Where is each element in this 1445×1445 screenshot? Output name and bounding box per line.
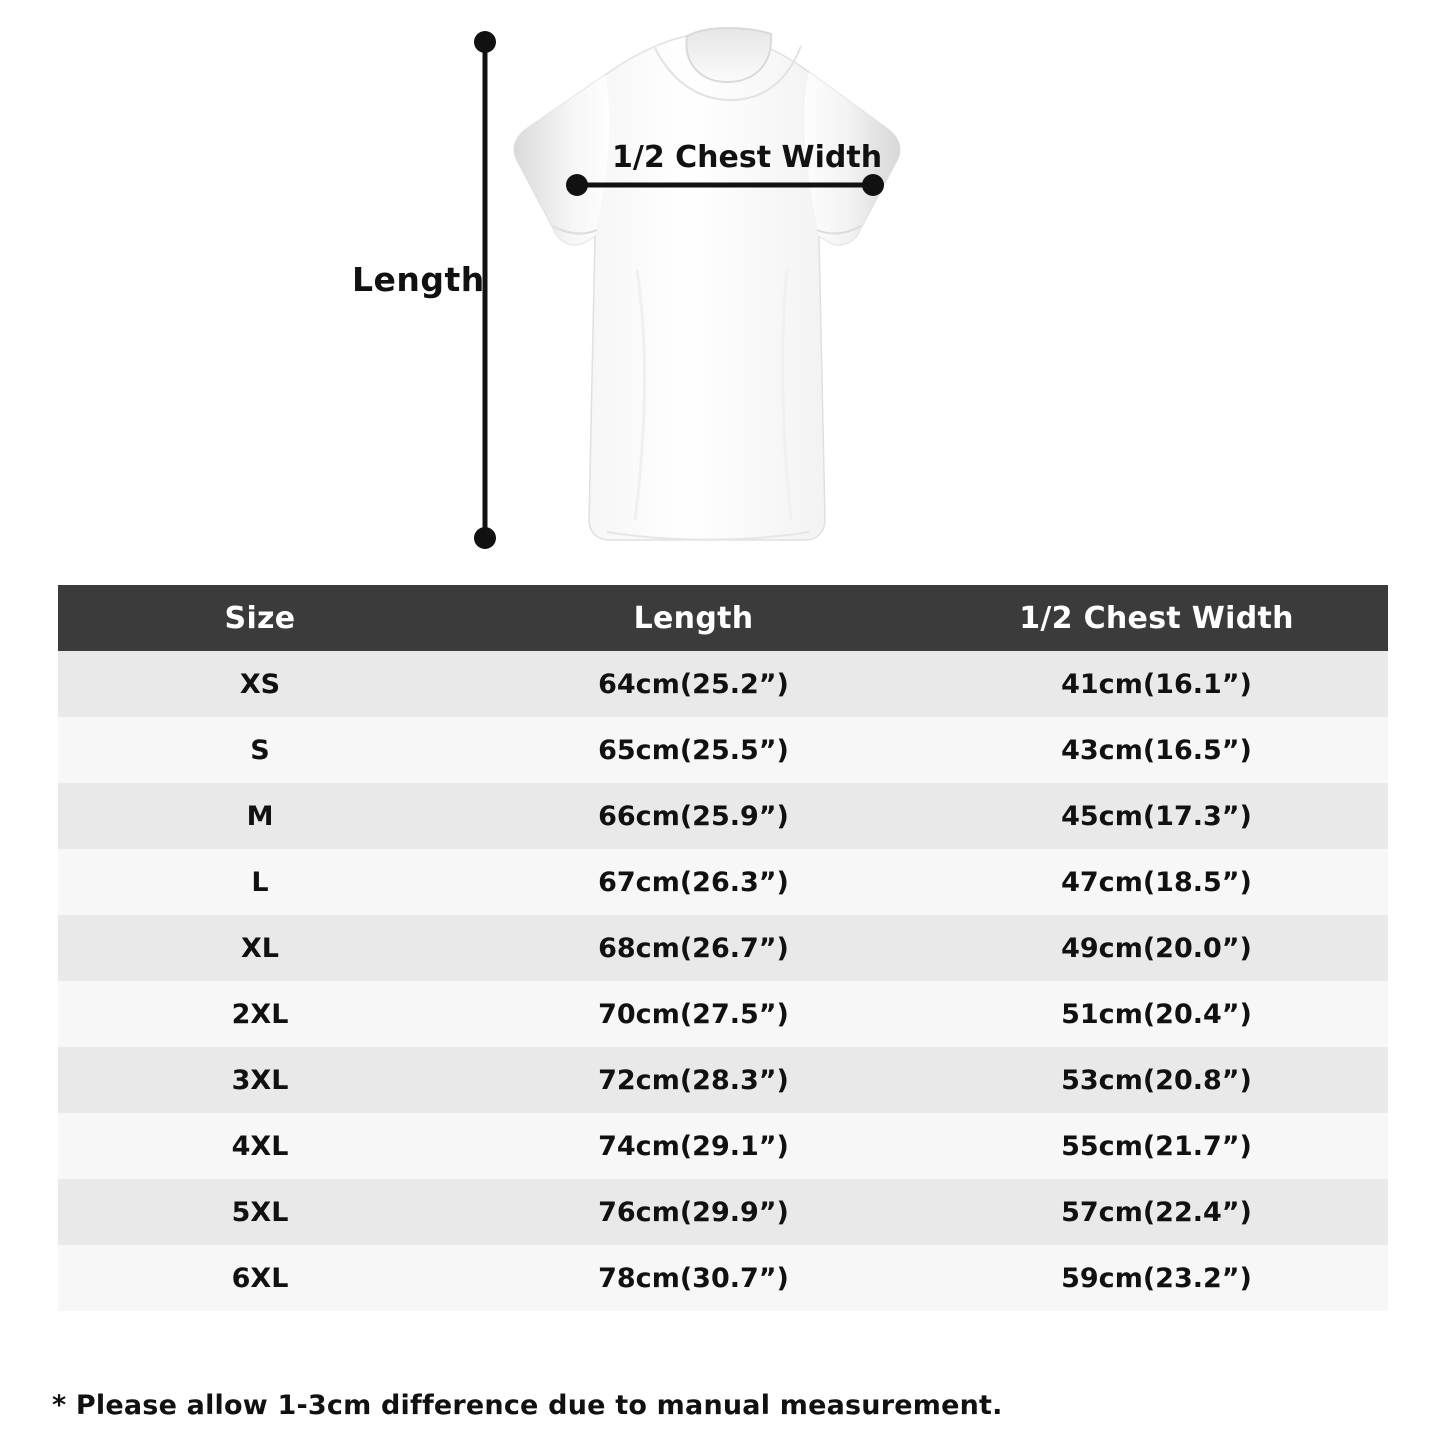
cell-length: 68cm(26.7”): [462, 915, 925, 981]
cell-length: 70cm(27.5”): [462, 981, 925, 1047]
measurement-footnote: * Please allow 1-3cm difference due to manual measurement.: [52, 1390, 1003, 1421]
cell-chest: 57cm(22.4”): [925, 1179, 1388, 1245]
cell-chest: 41cm(16.1”): [925, 651, 1388, 717]
cell-chest: 53cm(20.8”): [925, 1047, 1388, 1113]
table-row: [58, 1113, 1388, 1179]
table-header: [58, 585, 1388, 651]
table-row: [58, 981, 1388, 1047]
column-header-size: Size: [58, 585, 462, 651]
table-body: [58, 651, 1388, 1311]
cell-size: XL: [58, 915, 462, 981]
cell-size: 5XL: [58, 1179, 462, 1245]
cell-size: 3XL: [58, 1047, 462, 1113]
cell-length: 65cm(25.5”): [462, 717, 925, 783]
cell-size: L: [58, 849, 462, 915]
cell-chest: 51cm(20.4”): [925, 981, 1388, 1047]
cell-size: S: [58, 717, 462, 783]
cell-length: 74cm(29.1”): [462, 1113, 925, 1179]
cell-length: 64cm(25.2”): [462, 651, 925, 717]
cell-size: 6XL: [58, 1245, 462, 1311]
table-row: [58, 783, 1388, 849]
cell-length: 66cm(25.9”): [462, 783, 925, 849]
column-header-length: Length: [462, 585, 925, 651]
table-row: [58, 717, 1388, 783]
column-header-chest: 1/2 Chest Width: [925, 585, 1388, 651]
table-row: [58, 651, 1388, 717]
table-row: [58, 1047, 1388, 1113]
cell-length: 72cm(28.3”): [462, 1047, 925, 1113]
length-label: Length: [352, 260, 485, 299]
cell-chest: 55cm(21.7”): [925, 1113, 1388, 1179]
cell-chest: 59cm(23.2”): [925, 1245, 1388, 1311]
tshirt-illustration: [487, 20, 927, 560]
table-row: [58, 1245, 1388, 1311]
table-header-row: [58, 585, 1388, 651]
cell-size: 2XL: [58, 981, 462, 1047]
cell-length: 78cm(30.7”): [462, 1245, 925, 1311]
cell-size: XS: [58, 651, 462, 717]
size-chart-table: [58, 585, 1388, 1311]
table-row: [58, 849, 1388, 915]
cell-length: 76cm(29.9”): [462, 1179, 925, 1245]
size-diagram: [0, 0, 1445, 580]
cell-chest: 47cm(18.5”): [925, 849, 1388, 915]
cell-chest: 43cm(16.5”): [925, 717, 1388, 783]
cell-chest: 49cm(20.0”): [925, 915, 1388, 981]
cell-size: M: [58, 783, 462, 849]
cell-size: 4XL: [58, 1113, 462, 1179]
table-row: [58, 915, 1388, 981]
cell-length: 67cm(26.3”): [462, 849, 925, 915]
cell-chest: 45cm(17.3”): [925, 783, 1388, 849]
table-row: [58, 1179, 1388, 1245]
chest-width-label: 1/2 Chest Width: [612, 140, 883, 175]
